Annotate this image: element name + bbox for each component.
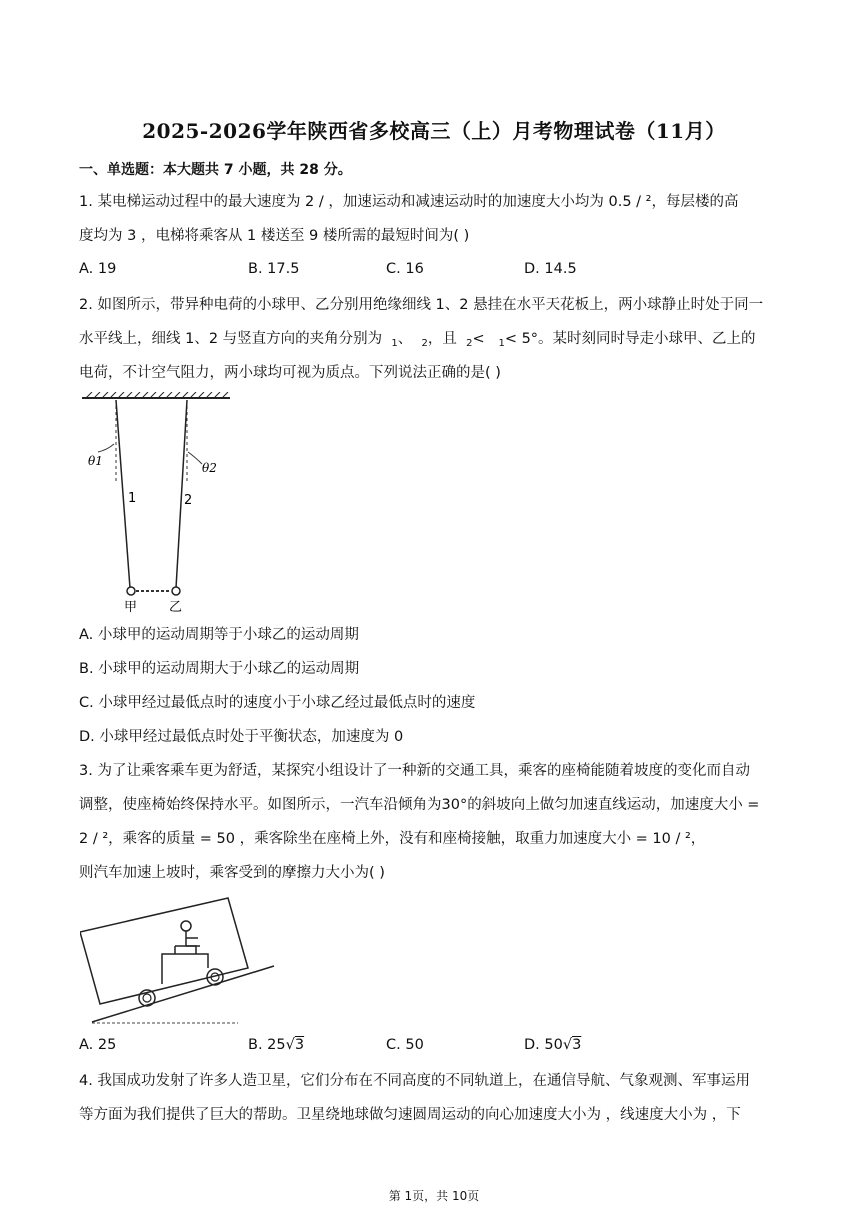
passenger-head xyxy=(181,921,191,931)
q1-option-d[interactable]: D. 14.5 xyxy=(524,261,577,277)
q3-option-b[interactable]: B. 25√3 xyxy=(248,1037,305,1053)
ball-yi xyxy=(172,587,180,595)
passenger-leg xyxy=(186,946,196,954)
q2-line-2 xyxy=(79,329,791,354)
q3-line-4: 则汽车加速上坡时，乘客受到的摩擦力大小为( ) xyxy=(79,865,385,881)
section-heading: 一、单选题：本大题共 7 小题，共 28 分。 xyxy=(79,162,352,178)
q2-line-3: 电荷，不计空气阻力，两小球均可视为质点。下列说法正确的是( ) xyxy=(79,365,501,381)
theta1-subscript: 1 xyxy=(391,338,398,349)
thread-2-label: 2 xyxy=(184,493,193,508)
q3-option-b-text: B. 25 xyxy=(248,1037,286,1053)
page-title: 2025-2026学年陕西省多校高三（上）月考物理试卷（11月） xyxy=(142,119,726,143)
q4-line-1: 4. 我国成功发射了许多人造卫星，它们分布在不同高度的不同轨道上，在通信导航、气象观测、军事运用 xyxy=(79,1073,750,1089)
q1-line-2: 度均为 3 ，电梯将乘客从 1 楼送至 9 楼所需的最短时间为( ) xyxy=(79,228,470,244)
q3-option-d-radicand: 3 xyxy=(572,1037,582,1053)
q3-option-d-text: D. 50 xyxy=(524,1037,563,1053)
q2-line-2-text-e: < 5°。某时刻同时导走小球甲、乙上的 xyxy=(504,331,756,347)
pendulum-figure xyxy=(80,392,235,617)
q4-line-2: 等方面为我们提供了巨大的帮助。卫星绕地球做匀速圆周运动的向心加速度大小为 ，线速度大小为 ，下 xyxy=(79,1107,741,1123)
q1-line-1: 1. 某电梯运动过程中的最大速度为 2 / ，加速运动和减速运动时的加速度大小均为 0.5 / ²，每层楼的高 xyxy=(79,194,739,210)
ball-jia xyxy=(127,587,135,595)
angle-arc-2 xyxy=(188,452,202,464)
theta2-subscript: 2 xyxy=(421,338,428,349)
theta2-subscript-b: 2 xyxy=(466,338,473,349)
theta1-subscript-b: 1 xyxy=(498,338,505,349)
q2-option-a[interactable]: A. 小球甲的运动周期等于小球乙的运动周期 xyxy=(79,627,359,643)
ball-jia-label: 甲 xyxy=(124,600,138,615)
q2-option-c[interactable]: C. 小球甲经过最低点时的速度小于小球乙经过最低点时的速度 xyxy=(79,695,476,711)
q1-option-a[interactable]: A. 19 xyxy=(79,261,117,277)
q2-line-1: 2. 如图所示，带异种电荷的小球甲、乙分别用绝缘细线 1、2 悬挂在水平天花板上，两小球静止时处于同一 xyxy=(79,297,764,313)
q1-option-b[interactable]: B. 17.5 xyxy=(248,261,300,277)
q3-option-a[interactable]: A. 25 xyxy=(79,1037,117,1053)
q2-line-2-text-d: < xyxy=(472,331,485,347)
slope-line xyxy=(92,966,274,1022)
q2-option-d[interactable]: D. 小球甲经过最低点时处于平衡状态，加速度为 0 xyxy=(79,729,404,745)
q2-option-b[interactable]: B. 小球甲的运动周期大于小球乙的运动周期 xyxy=(79,661,360,677)
car-slope-figure xyxy=(80,892,280,1032)
angle-arc-1 xyxy=(98,444,114,452)
q2-line-2-text-c: ，且 xyxy=(427,331,457,347)
q3-option-c[interactable]: C. 50 xyxy=(386,1037,424,1053)
theta2-label: θ2 xyxy=(202,461,217,475)
thread-1-label: 1 xyxy=(128,491,137,506)
q3-option-d[interactable]: D. 50√3 xyxy=(524,1037,582,1053)
q2-line-2-text-b: 、 xyxy=(397,331,413,347)
theta1-label: θ1 xyxy=(88,454,103,468)
ball-yi-label: 乙 xyxy=(169,600,183,615)
q3-line-1: 3. 为了让乘客乘车更为舒适，某探究小组设计了一种新的交通工具，乘客的座椅能随着坡度的变化而自动 xyxy=(79,763,750,779)
q1-options xyxy=(79,261,791,281)
q2-line-2-text-a: 水平线上，细线 1、2 与竖直方向的夹角分别为 xyxy=(79,331,383,347)
q3-option-b-radicand: 3 xyxy=(294,1037,305,1053)
q3-line-2: 调整，使座椅始终保持水平。如图所示，一汽车沿倾角为30°的斜坡向上做匀加速直线运动，加速度大小 = xyxy=(79,797,760,813)
q1-option-c[interactable]: C. 16 xyxy=(386,261,424,277)
page-footer: 第 1页，共 10页 xyxy=(388,1189,480,1203)
q3-options xyxy=(79,1037,791,1057)
q3-line-3: 2 / ²，乘客的质量 = 50 ，乘客除坐在座椅上外，没有和座椅接触，取重力加速度大小 = 10 / ²， xyxy=(79,831,706,847)
car-body xyxy=(80,898,248,1004)
